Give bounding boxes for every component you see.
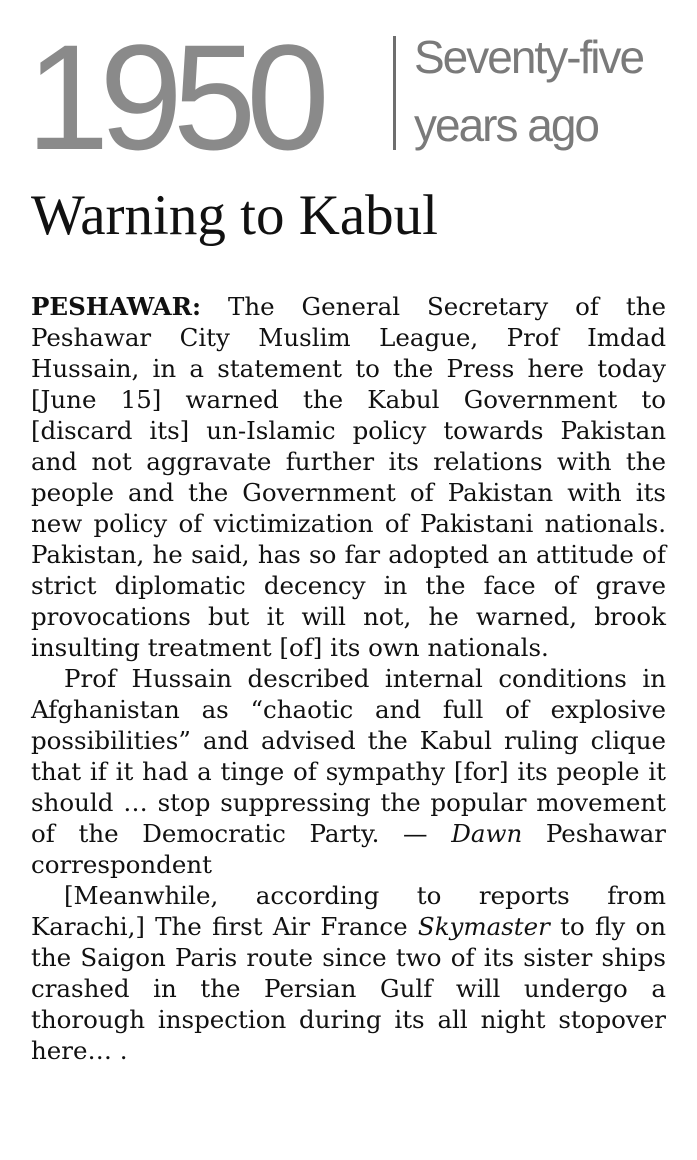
paragraph-3-text-before: [Meanwhile, according to reports from Karachi,] The first Air France [31,881,666,941]
headline: Warning to Kabul [31,184,438,247]
tagline-line-1: Seventy-five [414,31,644,83]
paragraph-1-text: The General Secretary of the Peshawar City Muslim League, Prof Imdad Hussain, in a statement to the Press here today [June 15] warned the Kabul Government to [discard its] un-Islamic policy towards Pakistan and not aggravate further its relations with the people and the Government of Pakistan with its new policy of victimization of Pakistani nationals. Pakistan, he said, has so far adopted an attitude of strict diplomatic decency in the face of grave provocations but it will not, he warned, brook insulting treatment [of] its own nationals. [31,292,666,662]
byline: Peshawar correspondent [31,819,667,879]
year-numeral: 1950 [26,13,320,181]
dateline: PESHAWAR: [31,292,202,321]
masthead-divider [393,36,396,150]
tagline-line-2: years ago [414,99,599,151]
paragraph-2-text: Prof Hussain described internal conditions in Afghanistan as “chaotic and full of explosive possibilities” and advised the Kabul ruling clique that if it had a tinge of sympathy [for] its people it should … stop suppressing the popular movement of the Democratic Party. — [31,664,666,848]
masthead [26,13,686,181]
paragraph-2 [31,663,666,880]
paragraph-3 [31,880,666,1066]
paragraph-1 [31,291,666,663]
article-body [31,291,666,1066]
paragraph-3-text-after: to fly on the Saigon Paris route since two of its sister ships crashed in the Persian Gulf will undergo a thorough inspection during its all night stopover here… . [31,912,666,1065]
aircraft-name: Skymaster [417,912,550,941]
source-name: Dawn [451,819,523,848]
